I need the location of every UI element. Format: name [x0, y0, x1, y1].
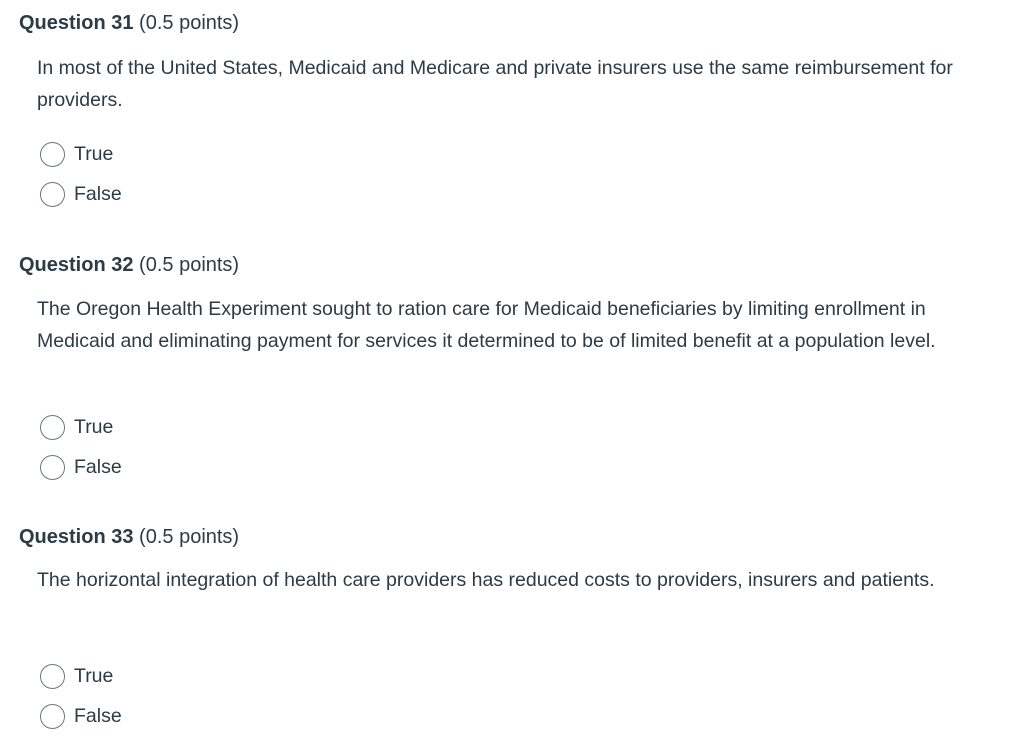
question-text: The horizontal integration of health care providers has reduced costs to providers, insurers and patients. — [37, 569, 935, 591]
option-true[interactable] — [40, 134, 122, 174]
option-label[interactable]: True — [74, 416, 114, 438]
option-true[interactable] — [40, 407, 122, 447]
question-header — [19, 11, 239, 35]
radio-button[interactable] — [40, 415, 65, 440]
question-number: Question 31 — [19, 12, 134, 34]
option-label[interactable]: False — [74, 456, 122, 478]
question-number: Question 33 — [19, 526, 134, 548]
radio-button[interactable] — [40, 182, 65, 207]
radio-button[interactable] — [40, 704, 65, 729]
radio-button[interactable] — [40, 664, 65, 689]
option-label[interactable]: False — [74, 705, 122, 727]
question-header — [19, 525, 239, 549]
option-label[interactable]: False — [74, 183, 122, 205]
answer-options — [40, 407, 122, 487]
question-points: (0.5 points) — [139, 526, 240, 548]
question-text: The Oregon Health Experiment sought to ration care for Medicaid beneficiaries by limiting enrollment in Medicaid and eliminating payment for services it determined to be of limited benefit at a population level. — [37, 298, 936, 352]
answer-options — [40, 656, 122, 736]
radio-button[interactable] — [40, 455, 65, 480]
option-false[interactable] — [40, 447, 122, 487]
answer-options — [40, 134, 122, 214]
question-number: Question 32 — [19, 254, 134, 276]
option-true[interactable] — [40, 656, 122, 696]
question-text: In most of the United States, Medicaid and Medicare and private insurers use the same reimbursement for providers. — [37, 57, 953, 111]
option-label[interactable]: True — [74, 143, 114, 165]
option-false[interactable] — [40, 696, 122, 736]
question-header — [19, 253, 239, 277]
option-label[interactable]: True — [74, 665, 114, 687]
option-false[interactable] — [40, 174, 122, 214]
radio-button[interactable] — [40, 142, 65, 167]
question-points: (0.5 points) — [139, 254, 240, 276]
question-points: (0.5 points) — [139, 12, 240, 34]
